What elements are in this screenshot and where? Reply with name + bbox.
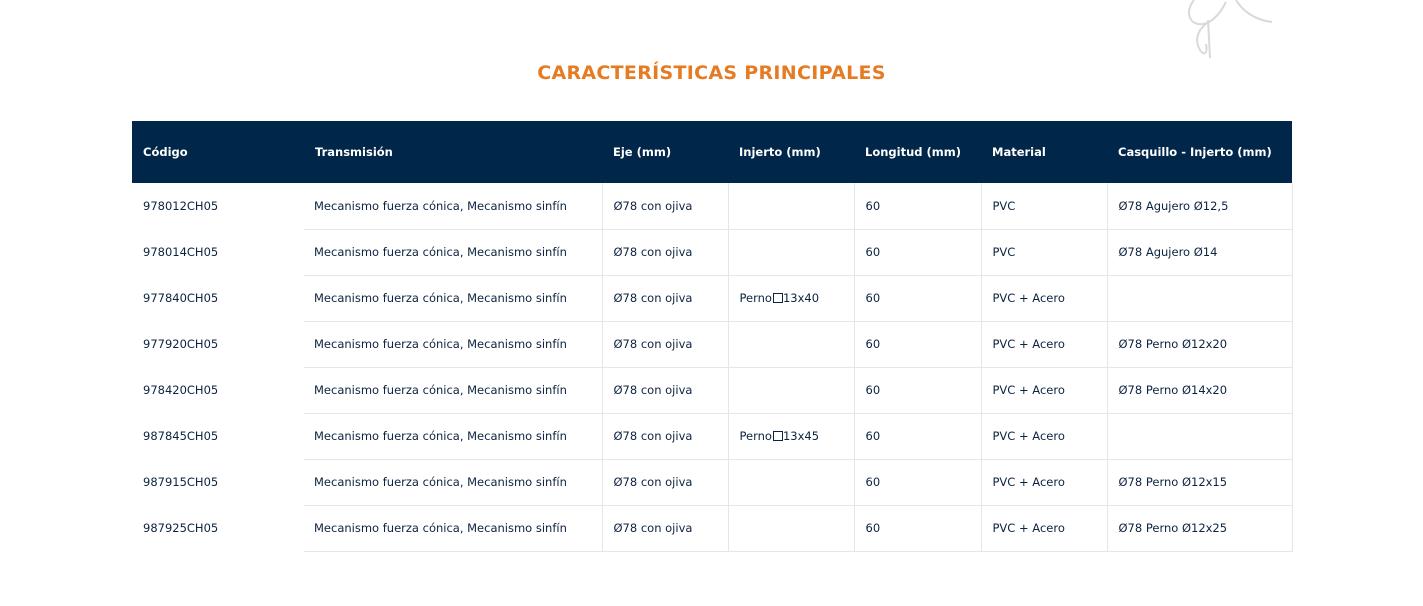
cell-axis: Ø78 con ojiva — [602, 459, 728, 505]
cell-length: 60 — [854, 321, 981, 367]
cell-axis: Ø78 con ojiva — [602, 275, 728, 321]
graft-suffix: 13x40 — [782, 291, 820, 305]
cell-material: PVC + Acero — [981, 321, 1107, 367]
cell-bushing: Ø78 Perno Ø14x20 — [1107, 367, 1292, 413]
cell-length: 60 — [854, 505, 981, 551]
table-row — [132, 321, 1292, 367]
cell-length: 60 — [854, 367, 981, 413]
cell-axis: Ø78 con ojiva — [602, 229, 728, 275]
header-material: Material — [981, 121, 1107, 183]
cell-material: PVC + Acero — [981, 505, 1107, 551]
cell-length: 60 — [854, 413, 981, 459]
table-row — [132, 505, 1292, 551]
cell-axis: Ø78 con ojiva — [602, 505, 728, 551]
cell-graft — [728, 229, 854, 275]
cell-graft — [728, 505, 854, 551]
square-icon — [773, 293, 783, 303]
cell-material: PVC — [981, 183, 1107, 229]
cell-transmission: Mecanismo fuerza cónica, Mecanismo sinfín — [304, 413, 602, 459]
header-code: Código — [132, 121, 304, 183]
cell-transmission: Mecanismo fuerza cónica, Mecanismo sinfín — [304, 275, 602, 321]
cell-transmission: Mecanismo fuerza cónica, Mecanismo sinfín — [304, 367, 602, 413]
cell-code: 977920CH05 — [143, 337, 219, 351]
cell-bushing: Ø78 Perno Ø12x25 — [1107, 505, 1292, 551]
cell-code: 987925CH05 — [143, 521, 219, 535]
header-transmission: Transmisión — [304, 121, 602, 183]
cell-material: PVC + Acero — [981, 413, 1107, 459]
table-row — [132, 413, 1292, 459]
cell-transmission: Mecanismo fuerza cónica, Mecanismo sinfín — [304, 459, 602, 505]
cell-code: 978420CH05 — [143, 383, 219, 397]
cell-length: 60 — [854, 183, 981, 229]
cell-graft — [728, 413, 854, 459]
cell-code: 987915CH05 — [143, 475, 219, 489]
decorative-scribble-icon — [1180, 0, 1290, 64]
cell-graft — [728, 367, 854, 413]
cell-graft — [728, 321, 854, 367]
cell-material: PVC — [981, 229, 1107, 275]
cell-transmission: Mecanismo fuerza cónica, Mecanismo sinfín — [304, 183, 602, 229]
cell-transmission: Mecanismo fuerza cónica, Mecanismo sinfín — [304, 505, 602, 551]
cell-code: 977840CH05 — [143, 291, 219, 305]
cell-axis: Ø78 con ojiva — [602, 321, 728, 367]
header-axis: Eje (mm) — [602, 121, 728, 183]
cell-material: PVC + Acero — [981, 459, 1107, 505]
specs-table — [132, 121, 1293, 552]
cell-length: 60 — [854, 459, 981, 505]
graft-prefix: Perno — [739, 291, 772, 305]
square-icon — [773, 431, 783, 441]
cell-bushing: Ø78 Perno Ø12x20 — [1107, 321, 1292, 367]
header-length: Longitud (mm) — [854, 121, 981, 183]
cell-code: 987845CH05 — [143, 429, 219, 443]
cell-axis: Ø78 con ojiva — [602, 413, 728, 459]
cell-graft — [728, 459, 854, 505]
cell-axis: Ø78 con ojiva — [602, 183, 728, 229]
cell-length: 60 — [854, 229, 981, 275]
cell-code: 978012CH05 — [143, 199, 219, 213]
cell-graft — [728, 275, 854, 321]
cell-material: PVC + Acero — [981, 367, 1107, 413]
cell-length: 60 — [854, 275, 981, 321]
graft-prefix: Perno — [739, 429, 772, 443]
table-row — [132, 183, 1292, 229]
cell-bushing — [1107, 275, 1292, 321]
cell-bushing: Ø78 Perno Ø12x15 — [1107, 459, 1292, 505]
table-row — [132, 229, 1292, 275]
header-bushing: Casquillo - Injerto (mm) — [1107, 121, 1292, 183]
table-row — [132, 459, 1292, 505]
header-graft: Injerto (mm) — [728, 121, 854, 183]
cell-transmission: Mecanismo fuerza cónica, Mecanismo sinfín — [304, 321, 602, 367]
cell-axis: Ø78 con ojiva — [602, 367, 728, 413]
cell-material: PVC + Acero — [981, 275, 1107, 321]
table-row — [132, 275, 1292, 321]
cell-bushing: Ø78 Agujero Ø12,5 — [1107, 183, 1292, 229]
cell-bushing: Ø78 Agujero Ø14 — [1107, 229, 1292, 275]
cell-code: 978014CH05 — [143, 245, 219, 259]
cell-graft — [728, 183, 854, 229]
graft-suffix: 13x45 — [782, 429, 820, 443]
section-title: CARACTERÍSTICAS PRINCIPALES — [537, 62, 886, 84]
table-header-row — [132, 121, 1292, 183]
cell-bushing — [1107, 413, 1292, 459]
table-row — [132, 367, 1292, 413]
cell-transmission: Mecanismo fuerza cónica, Mecanismo sinfín — [304, 229, 602, 275]
